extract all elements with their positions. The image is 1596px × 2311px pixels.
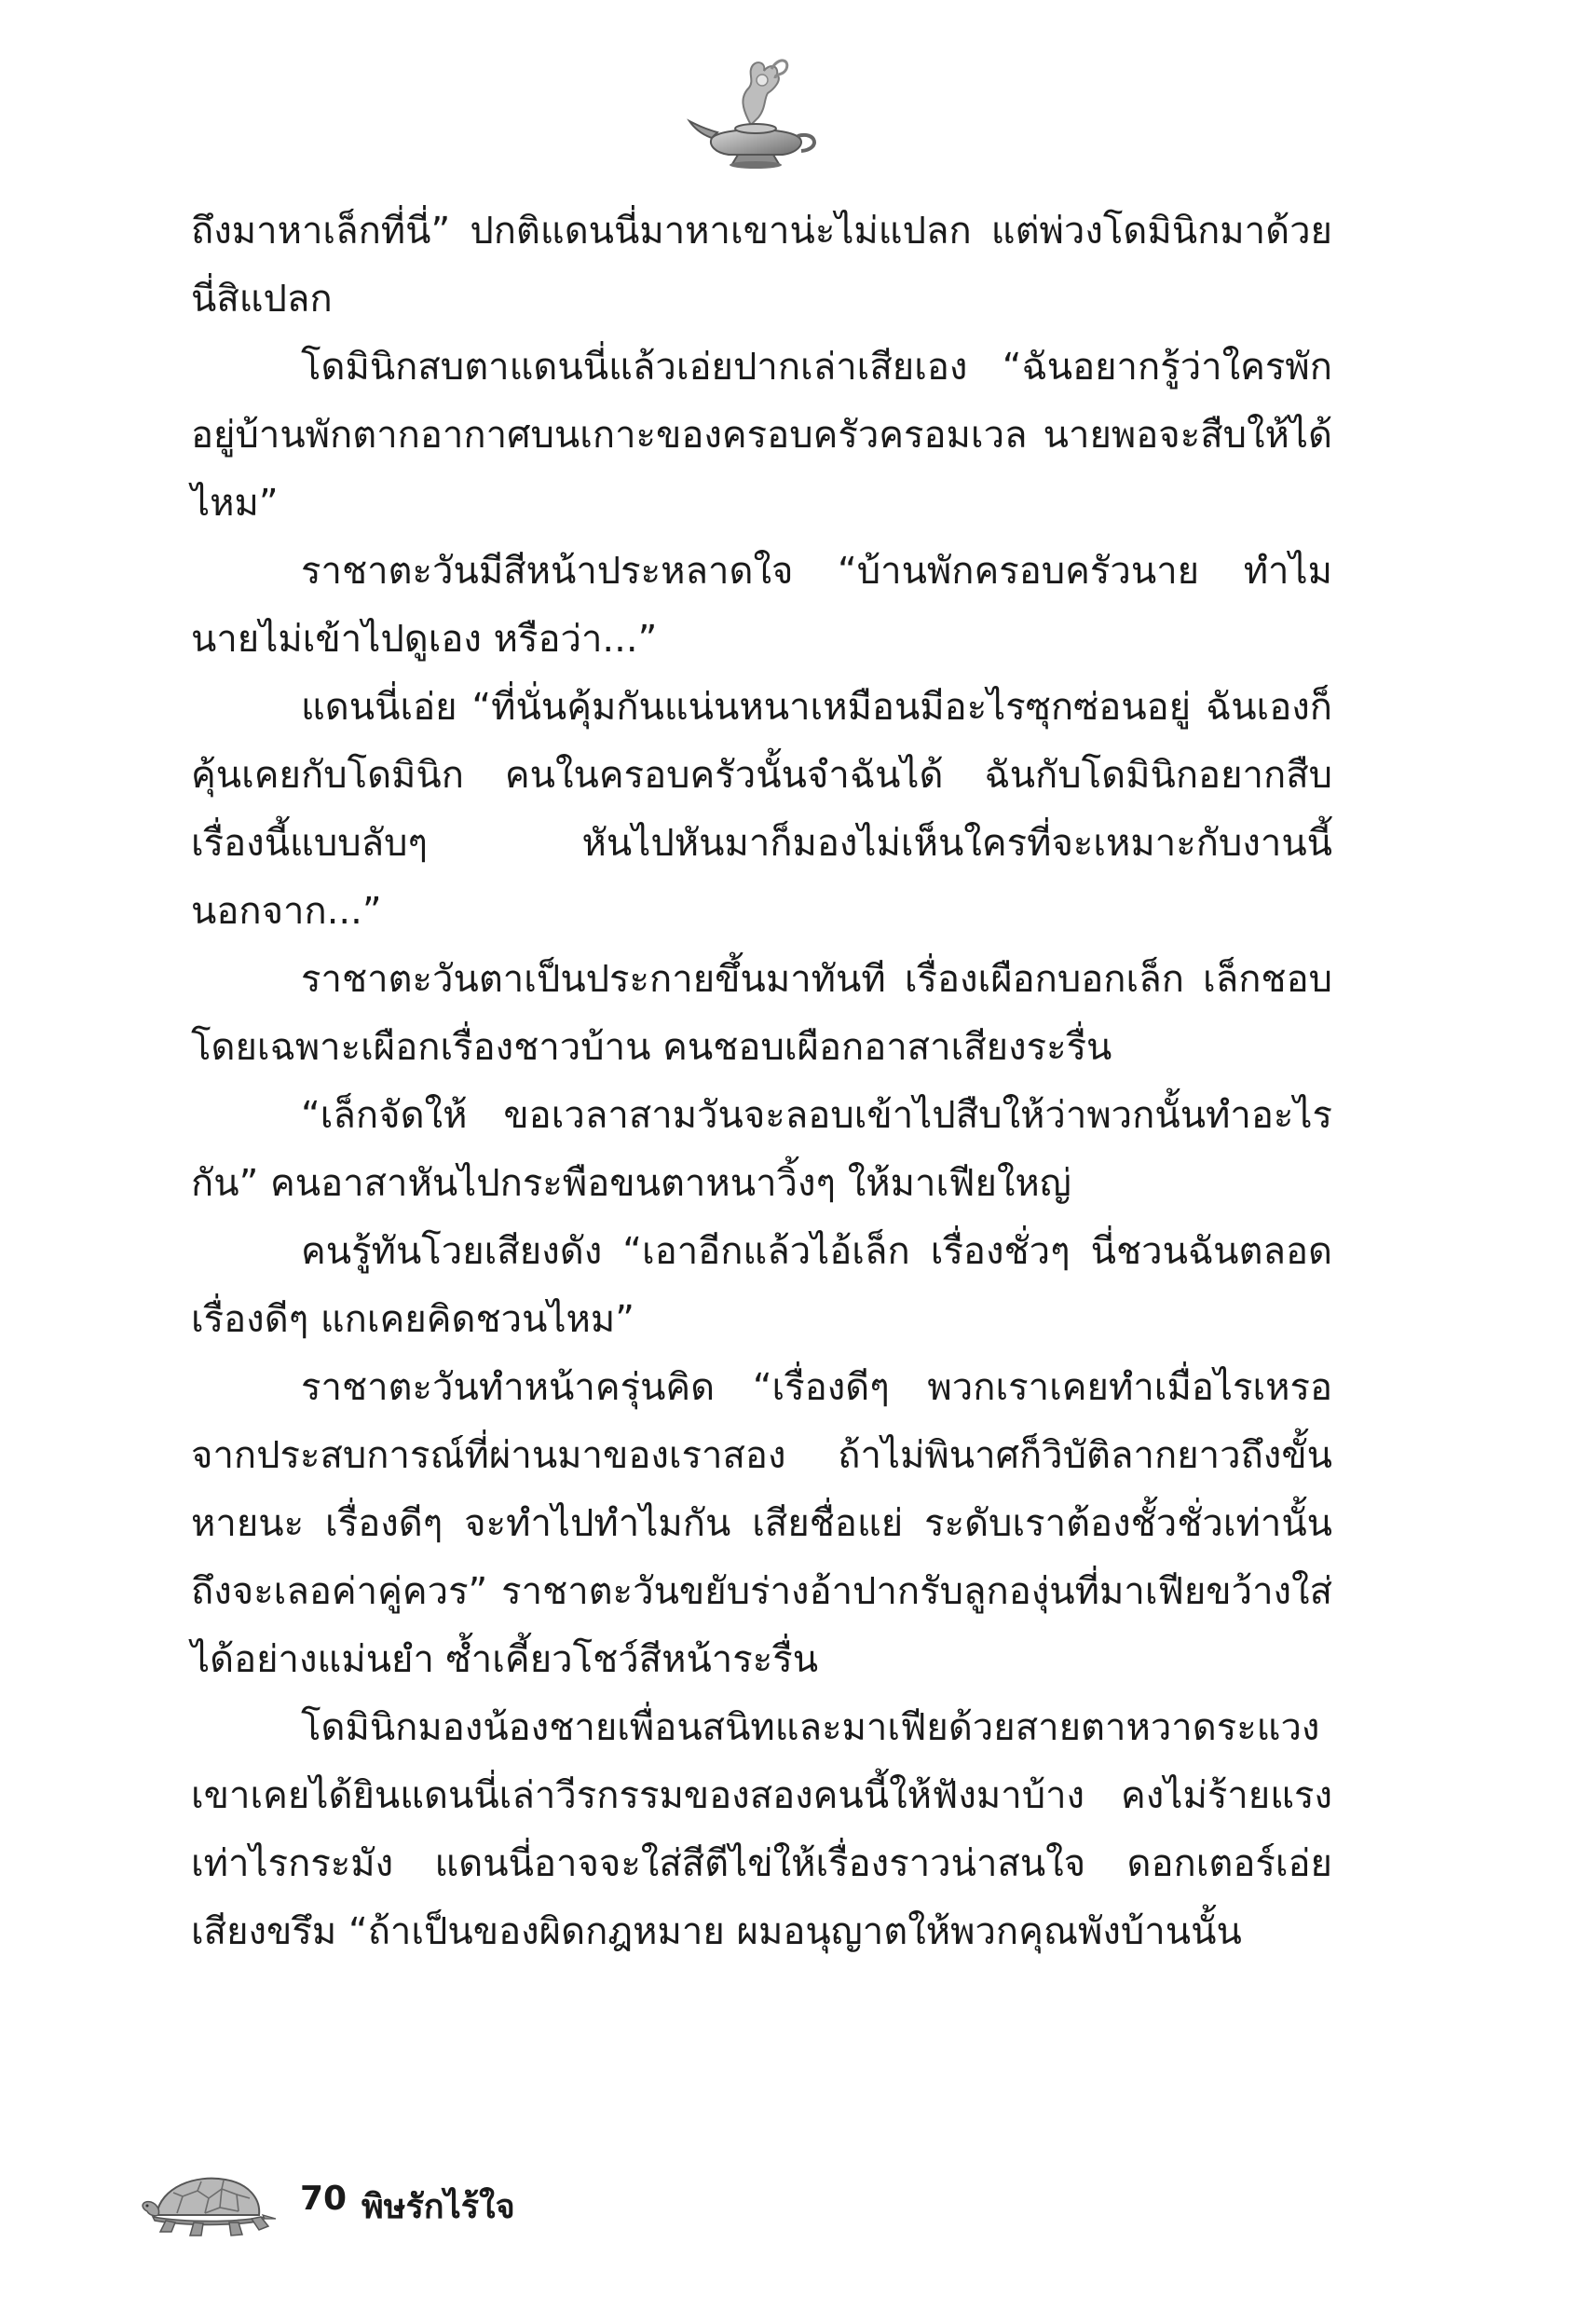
paragraph: คนรู้ทันโวยเสียงดัง “เอาอีกแล้วไอ้เล็ก เรื่องชั่วๆ นี่ชวนฉันตลอด เรื่องดีๆ แกเคยคิดชวนไหม” xyxy=(191,1230,1332,1341)
turtle-icon xyxy=(140,2167,280,2239)
page-footer xyxy=(140,2167,699,2241)
paragraph: โดมินิกมองน้องชายเพื่อนสนิทและมาเฟียด้วยสายตาหวาดระแวง เขาเคยได้ยินแดนนี่เล่าวีรกรรมของสองคนนี้ให้ฟังมาบ้าง คงไม่ร้ายแรงเท่าไรกระมัง แดนนี่อาจจะใส่สีตีไข่ให้เรื่องราวน่าสนใจ ดอกเตอร์เอ่ยเสียงขรึม “ถ้าเป็นของผิดกฎหมาย ผมอนุญาตให้พวกคุณพังบ้านนั้น xyxy=(191,1706,1332,1953)
paragraph: “เล็กจัดให้ ขอเวลาสามวันจะลอบเข้าไปสืบให้ว่าพวกนั้นทำอะไรกัน” คนอาสาหันไปกระพือขนตาหนาวิ้งๆ ให้มาเฟียใหญ่ xyxy=(191,1094,1332,1205)
paragraph: ถึงมาหาเล็กที่นี่” ปกติแดนนี่มาหาเขาน่ะไม่แปลก แต่พ่วงโดมินิกมาด้วยนี่สิแปลก xyxy=(191,210,1332,321)
body-text xyxy=(191,198,1332,1966)
paragraph: ราชาตะวันมีสีหน้าประหลาดใจ “บ้านพักครอบครัวนาย ทำไมนายไม่เข้าไปดูเอง หรือว่า...” xyxy=(191,550,1332,661)
paragraph: โดมินิกสบตาแดนนี่แล้วเอ่ยปากเล่าเสียเอง “ฉันอยากรู้ว่าใครพักอยู่บ้านพักตากอากาศบนเกาะของครอบครัวครอมเวล นายพอจะสืบให้ได้ไหม” xyxy=(191,346,1332,525)
book-title: พิษรักไร้ใจ xyxy=(361,2188,515,2226)
page-number: 70 xyxy=(300,2180,348,2218)
paragraph: แดนนี่เอ่ย “ที่นั่นคุ้มกันแน่นหนาเหมือนมีอะไรซุกซ่อนอยู่ ฉันเองก็คุ้นเคยกับโดมินิก คนในครอบครัวนั้นจำฉันได้ ฉันกับโดมินิกอยากสืบเรื่องนี้แบบลับๆ หันไปหันมาก็มองไม่เห็นใครที่จะเหมาะกับงานนี้นอกจาก...” xyxy=(191,686,1332,933)
genie-lamp-icon xyxy=(686,52,825,173)
paragraph: ราชาตะวันตาเป็นประกายขึ้นมาทันที เรื่องเผือกบอกเล็ก เล็กชอบโดยเฉพาะเผือกเรื่องชาวบ้าน คนชอบเผือกอาสาเสียงระรื่น xyxy=(191,958,1332,1069)
paragraph: ราชาตะวันทำหน้าครุ่นคิด “เรื่องดีๆ พวกเราเคยทำเมื่อไรเหรอ จากประสบการณ์ที่ผ่านมาของเราสอง ถ้าไม่พินาศก็วิบัติลากยาวถึงขั้นหายนะ เรื่องดีๆ จะทำไปทำไมกัน เสียชื่อแย่ ระดับเราต้องชั้วชั่วเท่านั้นถึงจะเลอค่าคู่ควร” ราชาตะวันขยับร่างอ้าปากรับลูกองุ่นที่มาเฟียขว้างใส่ได้อย่างแม่นยำ ซ้ำเคี้ยวโชว์สีหน้าระรื่น xyxy=(191,1366,1332,1681)
